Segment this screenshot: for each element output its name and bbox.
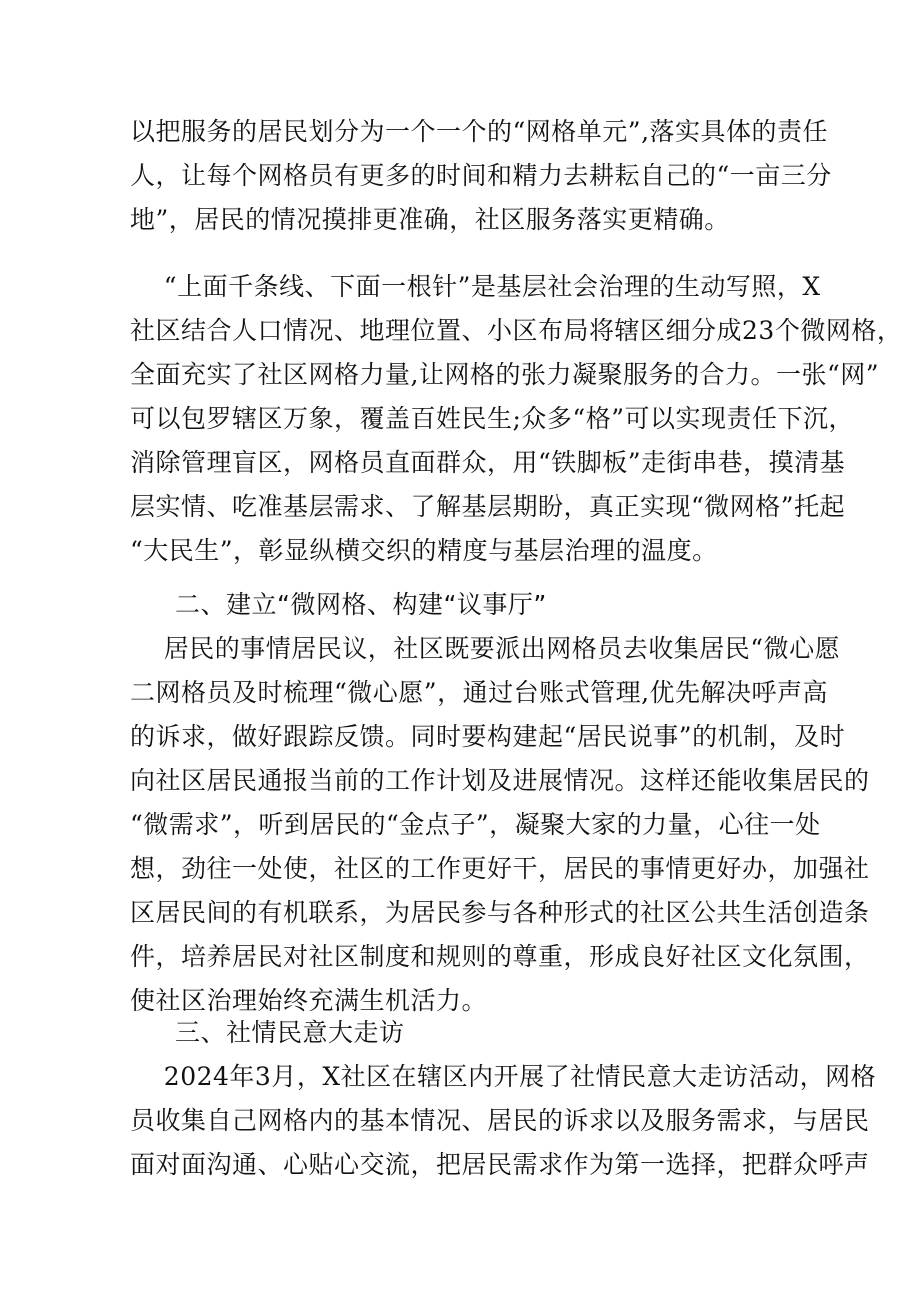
text-line: 地”，居民的情况摸排更准确，社区服务落实更精确。 bbox=[130, 205, 730, 234]
paragraph-council-hall bbox=[130, 627, 870, 1023]
text-line: 居民的事情居民议，社区既要派出网格员去收集居民“微心愿 bbox=[130, 634, 841, 663]
text-line: 使社区治理始终充满生机活力。 bbox=[130, 986, 488, 1015]
text-line: “上面千条线、下面一根针”是基层社会治理的生动写照，X bbox=[130, 272, 821, 301]
text-line: 消除管理盲区，网格员直面群众，用“铁脚板”走街串巷，摸清基 bbox=[130, 448, 846, 477]
text-line: 件，培养居民对社区制度和规则的尊重，形成良好社区文化氛围， bbox=[130, 942, 870, 971]
text-line: 层实情、吃准基层需求、了解基层期盼，真正实现“微网格”托起 bbox=[130, 492, 846, 521]
text-line: “大民生”，彰显纵横交织的精度与基层治理的温度。 bbox=[130, 536, 718, 565]
text-line: 的诉求，做好跟踪反馈。同时要构建起“居民说事”的机制，及时 bbox=[130, 722, 846, 751]
text-line: 2024年3月，X社区在辖区内开展了社情民意大走访活动，网格 bbox=[130, 1062, 877, 1091]
text-line: 人，让每个网格员有更多的时间和精力去耕耘自己的“一亩三分 bbox=[130, 161, 832, 190]
paragraph-visit-campaign bbox=[130, 1055, 877, 1187]
text-line: 可以包罗辖区万象，覆盖百姓民生;众多“格”可以实现责任下沉， bbox=[130, 404, 854, 433]
text-line: 二网格员及时梳理“微心愿”，通过台账式管理,优先解决呼声高 bbox=[130, 678, 829, 707]
text-line: 社区结合人口情况、地理位置、小区布局将辖区细分成23个微网格， bbox=[130, 316, 903, 345]
text-line: 想，劲往一处使，社区的工作更好干，居民的事情更好办，加强社 bbox=[130, 854, 870, 883]
heading-text: 三、社情民意大走访 bbox=[175, 1018, 405, 1047]
section-heading-2 bbox=[175, 583, 845, 627]
text-line: 区居民间的有机联系，为居民参与各种形式的社区公共生活创造条 bbox=[130, 898, 870, 927]
paragraph-grid-units bbox=[130, 110, 832, 242]
heading-text: 二、建立“微网格、构建“议事厅” bbox=[175, 590, 547, 619]
text-line: 向社区居民通报当前的工作计划及进展情况。这样还能收集居民的 bbox=[130, 766, 870, 795]
text-line: “微需求”，听到居民的“金点子”，凝聚大家的力量，心往一处 bbox=[130, 810, 821, 839]
text-line: 面对面沟通、心贴心交流，把居民需求作为第一选择，把群众呼声 bbox=[130, 1150, 870, 1179]
text-line: 员收集自己网格内的基本情况、居民的诉求以及服务需求，与居民 bbox=[130, 1106, 870, 1135]
text-line: 以把服务的居民划分为一个一个的“网格单元”,落实具体的责任 bbox=[130, 117, 829, 146]
text-line: 全面充实了社区网格力量,让网格的张力凝聚服务的合力。一张“网” bbox=[130, 360, 880, 389]
paragraph-micro-grid bbox=[130, 265, 903, 573]
section-heading-3 bbox=[175, 1011, 845, 1055]
